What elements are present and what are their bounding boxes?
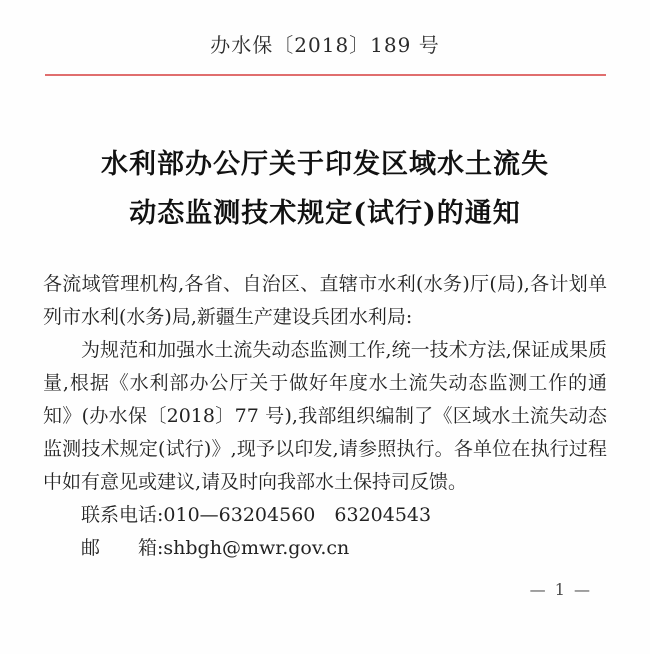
main-body-paragraph: 为规范和加强水土流失动态监测工作,统一技术方法,保证成果质量,根据《水利部办公厅关于做好年度水土流失动态监测工作的通知》(办水保〔2018〕77 号),我部组织编制了《区域水土流失动态监测技术规定(试行)》,现予以印发,请参照执行。各单位在执行过程中如有意见或建议,请及时向我部水土保持司反馈。 (43, 339, 607, 493)
document-title-line1: 水利部办公厅关于印发区域水土流失 (101, 149, 549, 180)
document-title (0, 140, 650, 238)
page-number: — 1 — (529, 580, 592, 599)
contact-email-line: 邮 箱:shbgh@mwr.gov.cn (81, 537, 350, 559)
recipients-paragraph: 各流域管理机构,各省、自治区、直辖市水利(水务)厅(局),各计划单列市水利(水务)局,新疆生产建设兵团水利局: (43, 273, 607, 328)
red-divider-line (45, 74, 606, 76)
document-title-line2: 动态监测技术规定(试行)的通知 (129, 198, 521, 229)
document-body (43, 268, 607, 565)
document-number: 办水保〔2018〕189 号 (210, 33, 440, 57)
contact-phone-line: 联系电话:010—63204560 63204543 (81, 504, 432, 526)
